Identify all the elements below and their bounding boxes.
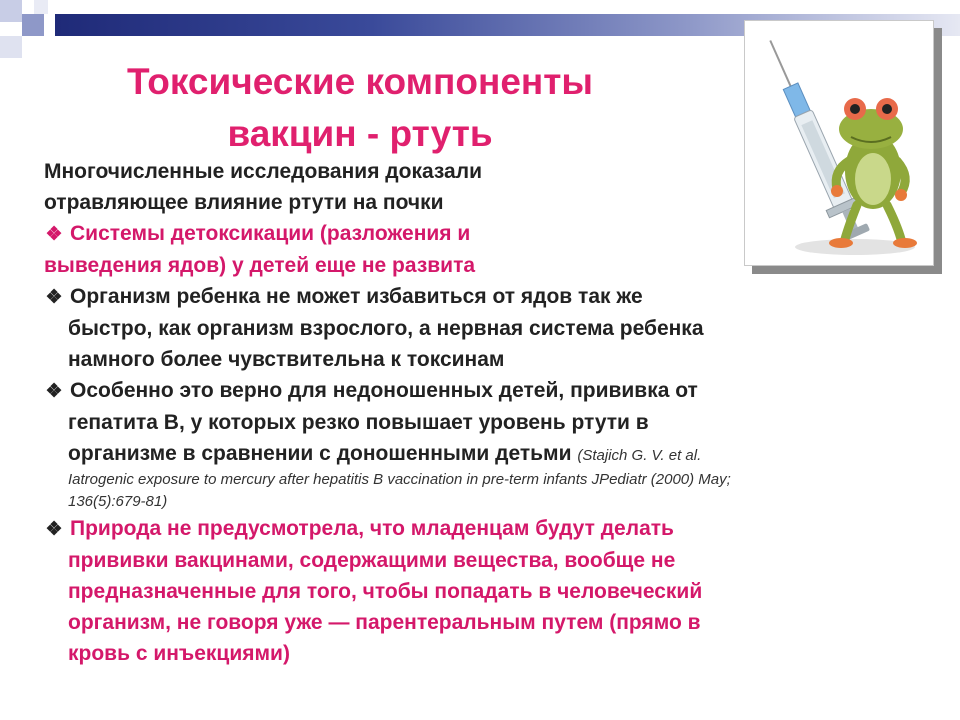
citation: (Stajich G. V. et al. [577,447,702,464]
bullet-text: гепатита В, у которых резко повышает уровень ртути в [68,411,649,434]
bullet-text: организме в сравнении с доношенными детьми [68,442,572,465]
diamond-bullet-icon: ❖ [45,224,63,245]
slide-body [44,156,924,669]
slide-title [40,56,680,160]
bullet-text: быстро, как организм взрослого, а нервная система ребенка [68,317,704,340]
bullet-text: намного более чувствительна к токсинам [68,348,505,371]
title-line-1: Токсические компоненты [127,61,593,102]
diamond-bullet-icon: ❖ [45,381,63,402]
citation: 136(5):679-81) [68,493,168,510]
bullet-text: прививки вакцинами, содержащими вещества, вообще не [68,549,676,572]
decor-square [0,36,22,58]
citation: Iatrogenic exposure to mercury after hepatitis B vaccination in pre-term infants JPediatr (2000) May; [68,471,731,488]
bullet-text: Особенно это верно для недоношенных детей, прививка от [70,379,698,402]
intro-paragraph [44,156,604,218]
bullet-text: выведения ядов) у детей еще не развита [44,254,476,277]
bullet-text: Организм ребенка не может избавиться от ядов так же [70,285,643,308]
diamond-bullet-icon: ❖ [45,519,63,540]
bullet-item-4 [44,513,924,669]
bullet-text-with-citation [44,438,924,469]
intro-line: Многочисленные исследования доказали [44,160,482,183]
bullet-text: организм, не говоря уже — парентеральным путем (прямо в [68,611,701,634]
decor-square [34,0,48,14]
decor-square [22,14,44,36]
title-line-2: вакцин - ртуть [227,113,493,154]
bullet-text: предназначенные для того, чтобы попадать в человеческий [68,580,703,603]
bullet-item-1 [44,218,604,281]
diamond-bullet-icon: ❖ [45,287,63,308]
bullet-item-2 [44,281,924,375]
bullet-text: кровь с инъекциями) [68,642,290,665]
bullet-item-3 [44,375,924,513]
bullet-text: Природа не предусмотрела, что младенцам будут делать [70,517,674,540]
bullet-text: Системы детоксикации (разложения и [70,222,471,245]
intro-line: отравляющее влияние ртути на почки [44,191,444,214]
decor-square [0,0,22,22]
